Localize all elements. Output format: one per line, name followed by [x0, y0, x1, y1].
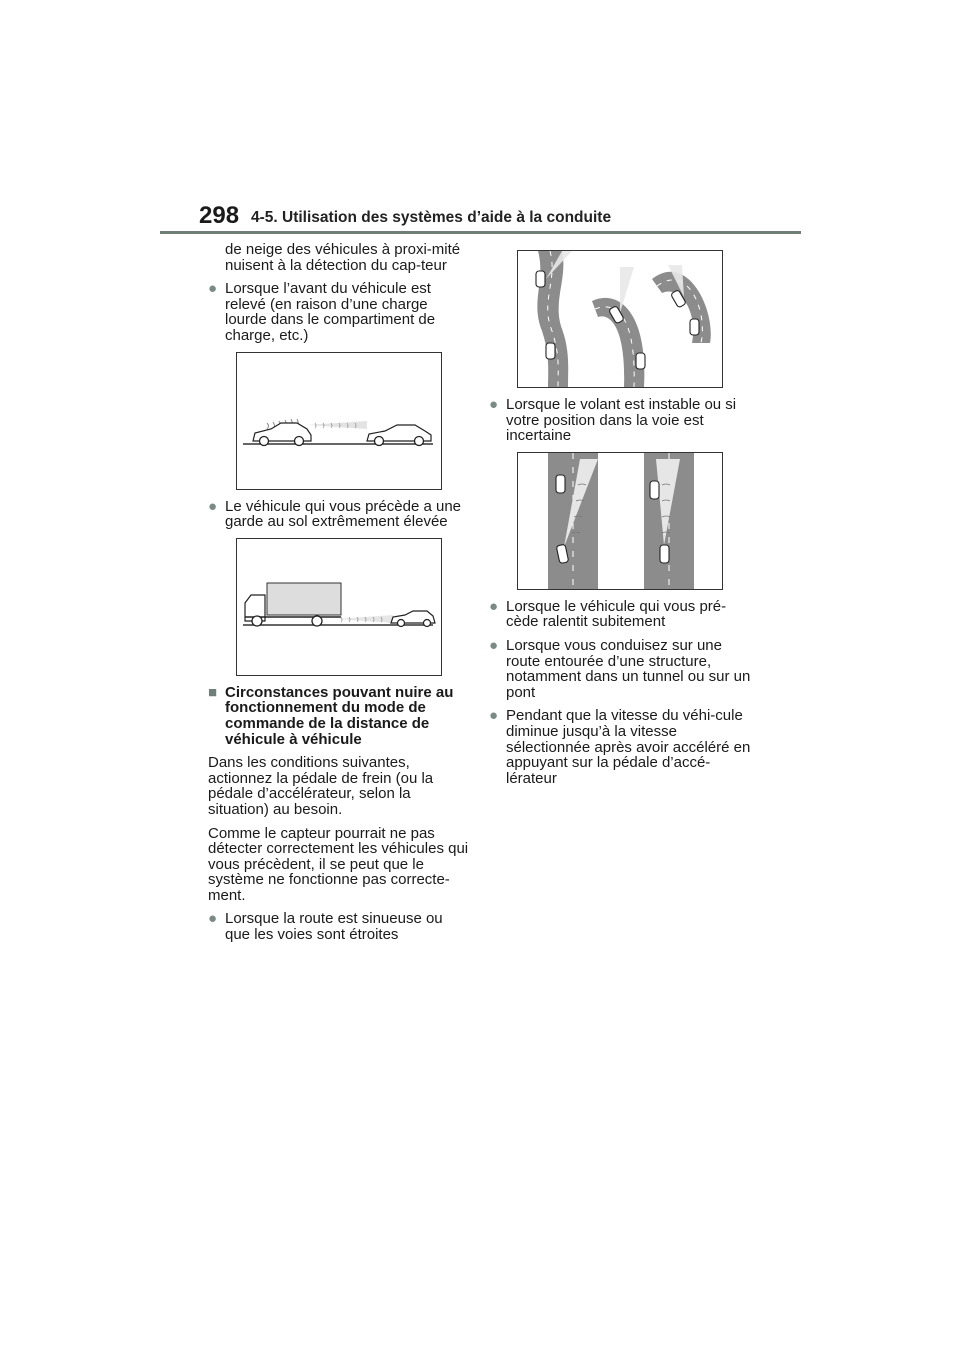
bullet-text: Lorsque vous conduisez sur une route entourée d’une structure, notamment dans un tunnel ou sur un pont	[506, 636, 751, 701]
bullet-item	[208, 281, 470, 343]
bullet-item	[489, 599, 751, 630]
truck-illustration	[237, 539, 441, 675]
bullet-text: Le véhicule qui vous précède a une garde au sol extrêmement élevée	[225, 497, 462, 531]
header-divider	[160, 231, 801, 234]
bullet-item	[208, 911, 470, 942]
chapter-title: 4-5. Utilisation des systèmes d’aide à la conduite	[251, 209, 612, 226]
bullet-item	[489, 638, 751, 700]
figure-truck-clearance	[236, 538, 442, 676]
bullet-text: Lorsque l’avant du véhicule est relevé (en raison d’une charge lourde dans le compartiment de charge, etc.)	[225, 280, 436, 344]
raised-front-illustration	[237, 353, 441, 489]
right-column	[489, 250, 751, 794]
bullet-text: Lorsque le volant est instable ou si votre position dans la voie est incertaine	[506, 396, 737, 445]
bullet-item	[208, 499, 470, 530]
paragraph: Dans les conditions suivantes, actionnez la pédale de frein (ou la pédale d’accélérateur, selon la situation) au besoin.	[208, 754, 434, 818]
bullet-text: Lorsque la route est sinueuse ou que les voies sont étroites	[225, 910, 443, 944]
section-heading-text: Circonstances pouvant nuire au fonctionnement du mode de commande de la distance de véhicule à véhicule	[225, 683, 454, 748]
bullet-icon: ●	[489, 597, 499, 615]
bullet-text: Pendant que la vitesse du véhi-cule diminue jusqu’à la vitesse sélectionnée après avoir accéléré en appuyant sur la pédale d’accé-lérateur	[506, 707, 751, 787]
bullet-icon: ●	[208, 910, 218, 928]
bullet-icon: ●	[208, 280, 218, 298]
page-number: 298	[199, 202, 240, 229]
continuation-text: de neige des véhicules à proxi-mité nuisent à la détection du cap-teur	[225, 241, 461, 274]
bullet-item	[489, 397, 751, 444]
figure-raised-front	[236, 352, 442, 490]
bullet-icon: ●	[489, 636, 499, 654]
section-heading	[208, 685, 470, 747]
heading-marker-icon: ■	[208, 683, 218, 701]
figure-lane-position	[517, 452, 723, 590]
bullet-icon: ●	[489, 396, 499, 413]
bullet-icon: ●	[489, 707, 499, 725]
figure-winding-roads	[517, 250, 723, 388]
bullet-icon: ●	[208, 497, 218, 515]
left-column	[208, 242, 470, 951]
paragraph: Comme le capteur pourrait ne pas détecter correctement les véhicules qui vous précèdent, il se peut que le système ne fonctionne pas correcte-ment.	[208, 824, 469, 904]
winding-roads-illustration	[518, 251, 722, 387]
bullet-text: Lorsque le véhicule qui vous pré-cède ralentit subitement	[506, 597, 727, 631]
lane-position-illustration	[518, 453, 722, 589]
bullet-item	[489, 708, 751, 786]
